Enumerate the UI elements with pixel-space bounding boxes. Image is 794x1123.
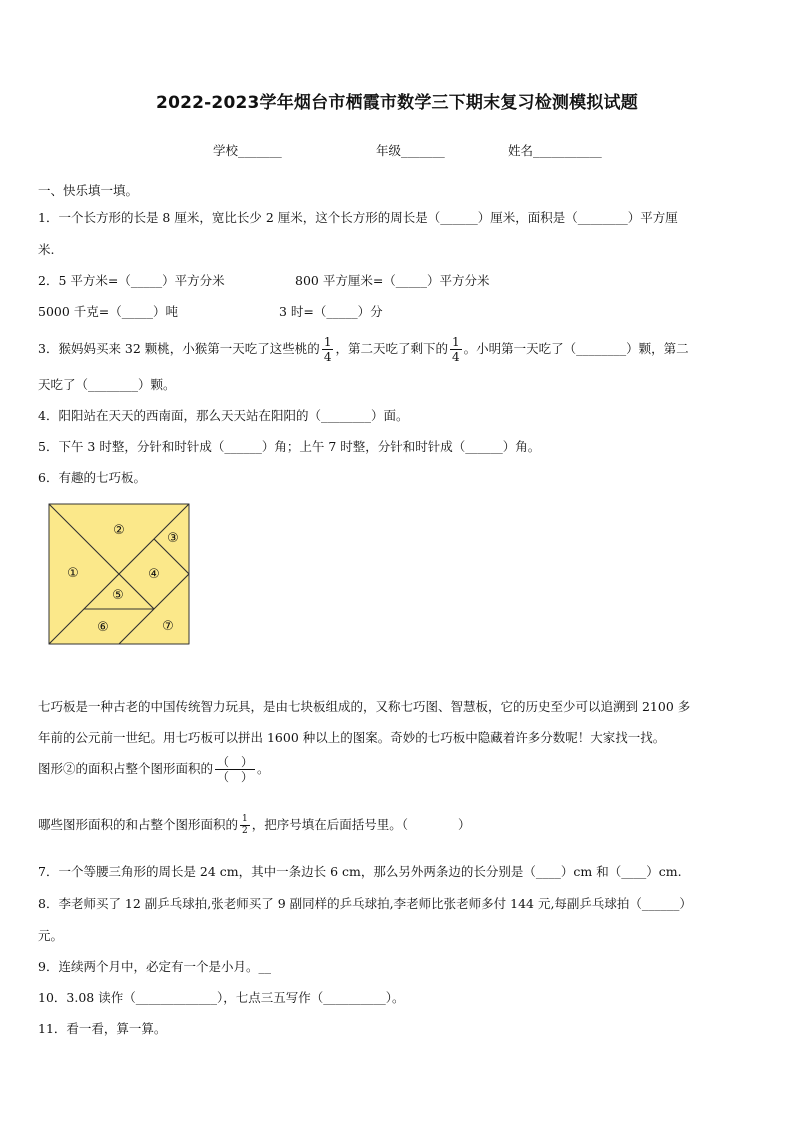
question-3-line-2: 天吃了（________）颗。	[38, 377, 176, 392]
question-3-text-3: 。小明第一天吃了（________）颗，第二	[463, 341, 689, 356]
tangram-question-half: 哪些图形面积的和占整个图形面积的 $\frac{1}{2}$ ，把序号填在后面括号里。（ ）	[38, 814, 471, 836]
question-5: 5．下午 3 时整，分针和时针成（______）角；上午 7 时整，分针和时针成（______）角。	[38, 439, 541, 454]
question-8-line-1: 8．李老师买了 12 副乒乓球拍,张老师买了 9 副同样的乒乓球拍,李老师比张老师多付 144 元,每副乒乓球拍（______）	[38, 896, 692, 911]
question-3-line-1	[38, 336, 689, 363]
fraction-one-half: $\frac{1}{2}$	[242, 814, 248, 836]
question-2-d: 3 时=（_____）分	[279, 304, 383, 319]
question-2-b: 800 平方厘米=（_____）平方分米	[295, 273, 490, 288]
tangram-label-2: ②	[113, 523, 125, 538]
question-11: 11．看一看，算一算。	[38, 1021, 167, 1036]
school-field: 学校_______	[213, 143, 282, 158]
tangram-label-6: ⑥	[97, 620, 109, 635]
tangram-label-4: ④	[148, 567, 160, 582]
question-7: 7．一个等腰三角形的周长是 24 cm，其中一条边长 6 cm，那么另外两条边的长分别是（____）cm 和（____）cm.	[38, 864, 682, 879]
tangram-figure	[48, 503, 190, 645]
fraction-one-quarter: $\frac{1}{4}$	[323, 335, 332, 364]
tangram-text-line-2: 年前的公元前一世纪。用七巧板可以拼出 1600 种以上的图案。奇妙的七巧板中隐藏着许多分数呢！大家找一找。	[38, 730, 666, 745]
page-title: 2022-2023学年烟台市栖霞市数学三下期末复习检测模拟试题	[156, 93, 638, 113]
question-2-c: 5000 千克=（_____）吨	[38, 304, 179, 319]
name-field: 姓名___________	[508, 143, 602, 158]
tangram-label-3: ③	[167, 531, 179, 546]
question-1-line-2: 米.	[38, 242, 55, 257]
question-2-a: 2．5 平方米=（_____）平方分米	[38, 273, 225, 288]
grade-field: 年级_______	[376, 143, 445, 158]
question-4: 4．阳阳站在天天的西南面，那么天天站在阳阳的（________）面。	[38, 408, 409, 423]
question-3-text-1: 3．猴妈妈买来 32 颗桃，小猴第一天吃了这些桃的	[38, 341, 320, 356]
question-9: 9．连续两个月中，必定有一个是小月。__	[38, 959, 271, 974]
question-1-line-1: 1．一个长方形的长是 8 厘米，宽比长少 2 厘米，这个长方形的周长是（______）厘米，面积是（________）平方厘	[38, 210, 678, 225]
tangram-question-piece-2: 图形②的面积占整个图形面积的 $\frac{( )}{( )}$ 。	[38, 755, 270, 784]
question-6: 6．有趣的七巧板。	[38, 470, 146, 485]
question-3-text-2: ，第二天吃了剩下的	[335, 341, 448, 356]
tangram-label-5: ⑤	[112, 588, 124, 603]
section-heading: 一、快乐填一填。	[38, 183, 139, 198]
tangram-text-line-1: 七巧板是一种古老的中国传统智力玩具，是由七块板组成的，又称七巧图、智慧板，它的历史至少可以追溯到 2100 多	[38, 699, 691, 714]
tangram-label-1: ①	[67, 566, 79, 581]
tangram-label-7: ⑦	[162, 619, 174, 634]
blank-fraction: $\frac{( )}{( )}$	[217, 755, 254, 784]
question-10: 10．3.08 读作（_____________），七点三五写作（__________）。	[38, 990, 405, 1005]
fraction-one-quarter-2: $\frac{1}{4}$	[451, 335, 460, 364]
question-8-line-2: 元。	[38, 928, 64, 943]
